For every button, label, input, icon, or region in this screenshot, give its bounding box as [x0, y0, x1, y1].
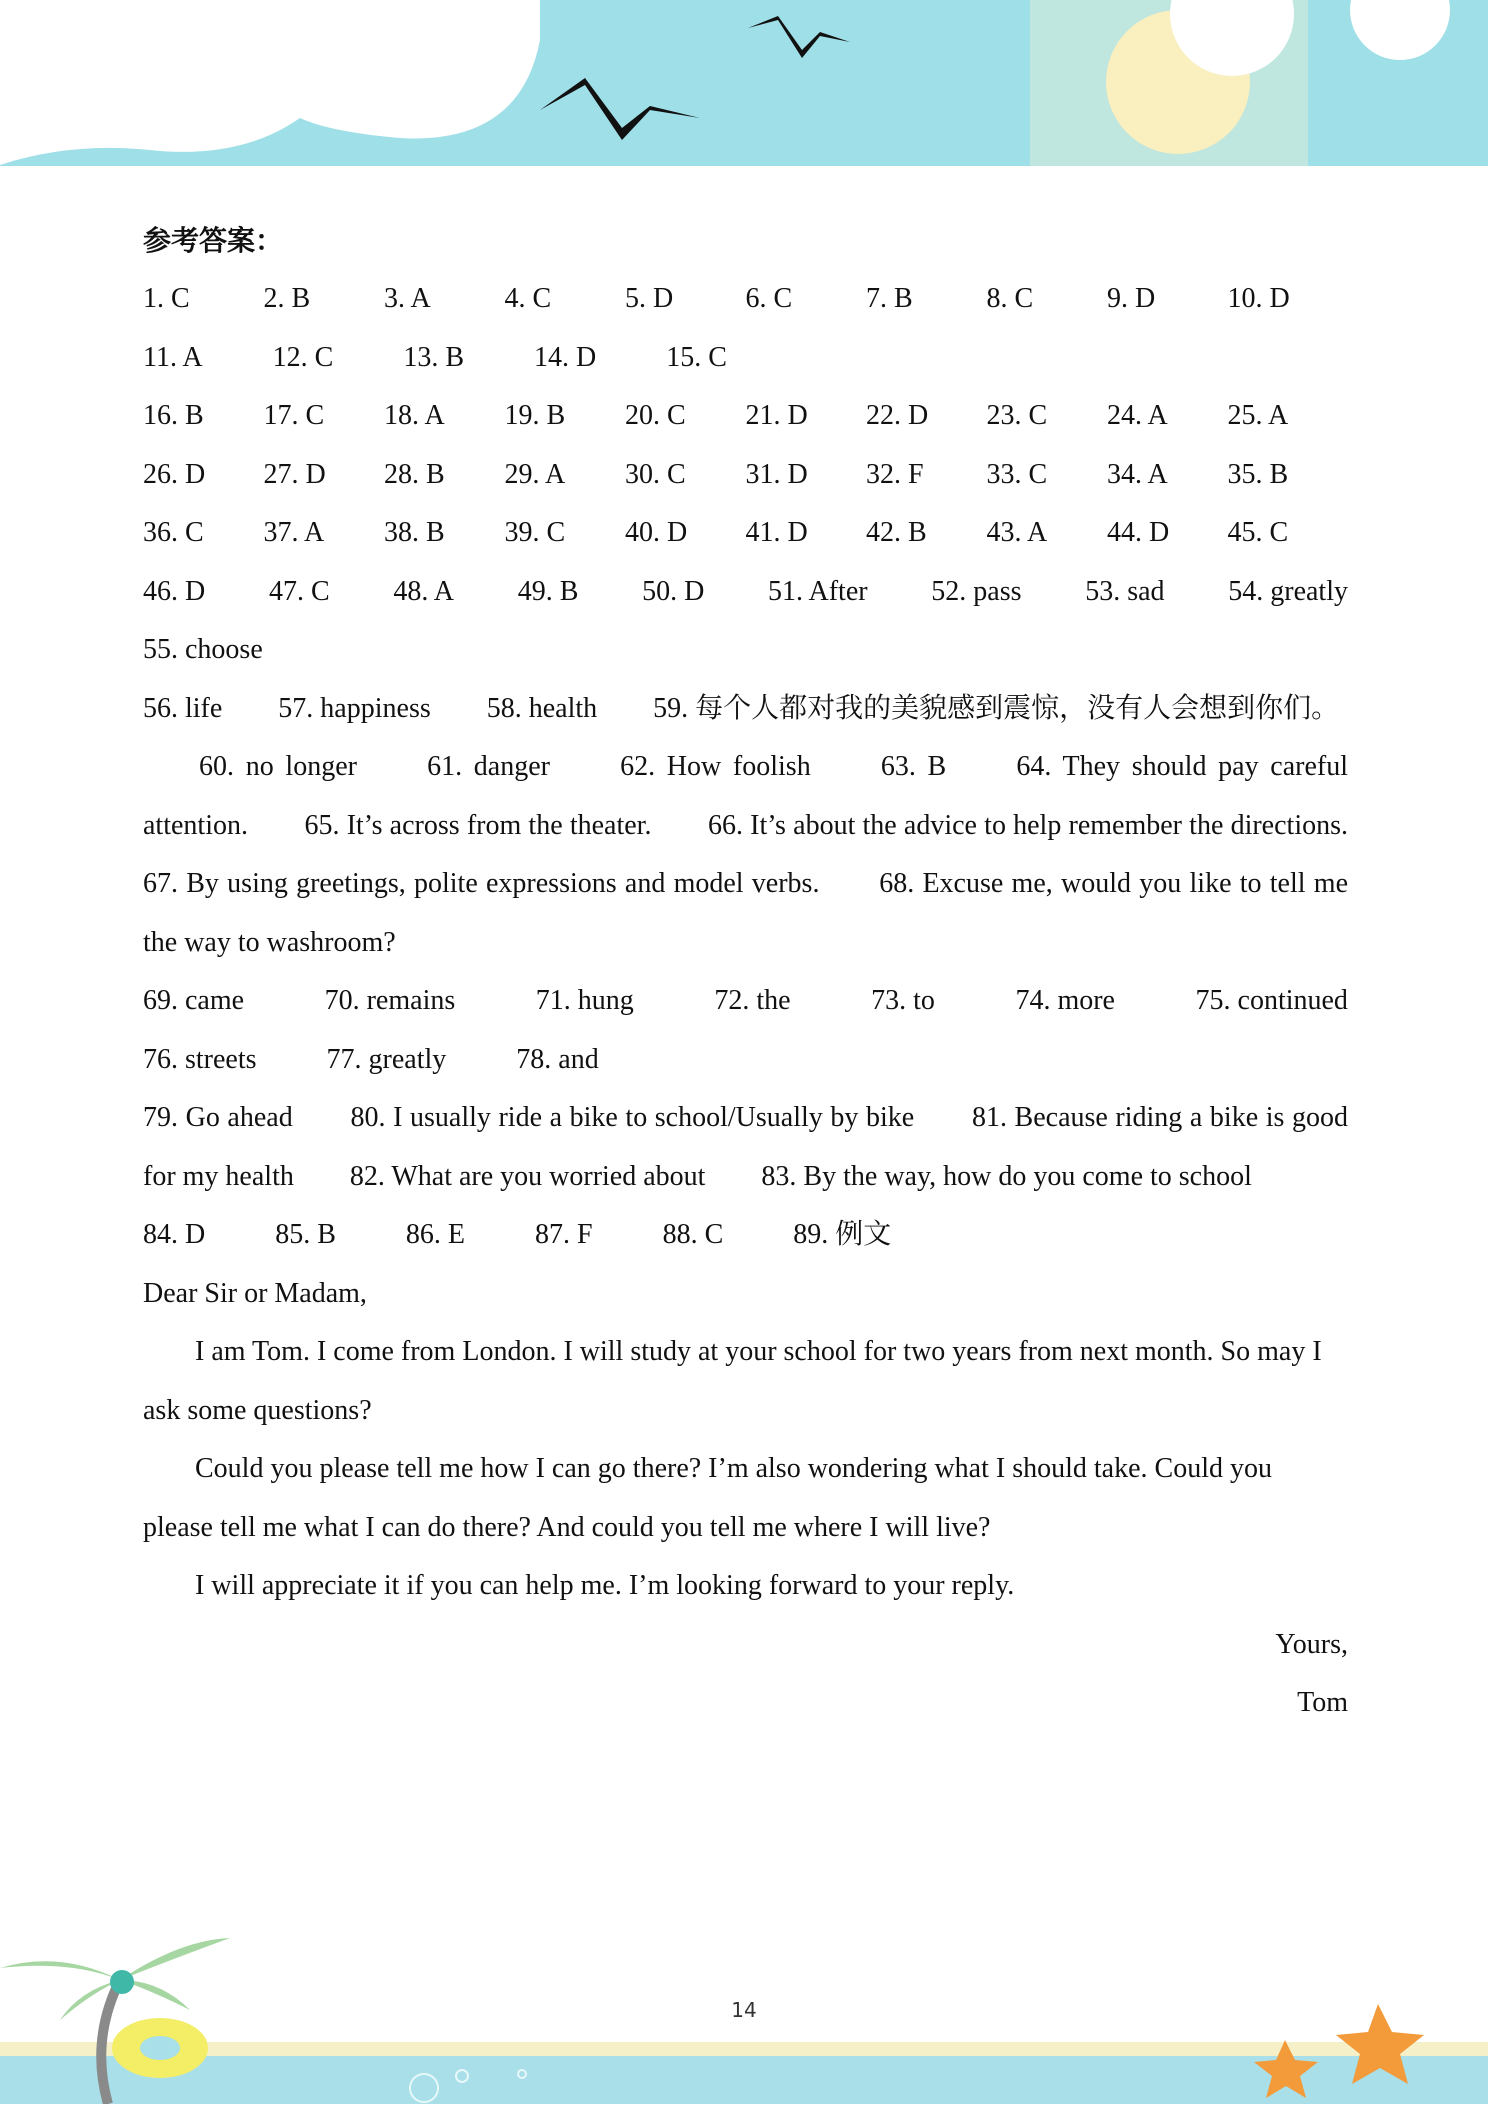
answer-item: 29. A — [504, 458, 566, 490]
answer-item: 19. B — [504, 400, 566, 431]
answer-item: 72. the — [714, 985, 791, 1016]
answer-item: 88. C — [662, 1219, 724, 1250]
answer-item: 73. to — [871, 985, 935, 1016]
answer-key — [143, 212, 1405, 1733]
sample-letter — [143, 1265, 1348, 1733]
answer-item: 55. choose — [143, 634, 263, 665]
answer-item: 69. came — [143, 985, 245, 1016]
answer-item: 14. D — [534, 341, 597, 373]
answer-item: 5. D — [625, 283, 674, 314]
answer-item: 23. C — [986, 400, 1048, 431]
answer-item: 7. B — [866, 283, 913, 314]
answer-item: 28. B — [384, 458, 445, 490]
answer-item: 89. 例文 — [793, 1219, 892, 1250]
answer-item: 20. C — [625, 400, 686, 431]
footer-beach-illustration — [0, 1920, 1488, 2104]
answer-item: 4. C — [504, 283, 552, 314]
answer-item: 17. C — [263, 400, 325, 431]
answer-item: 51. After — [768, 575, 868, 607]
letter-greeting: Dear Sir or Madam, — [143, 1277, 367, 1309]
answer-item: 33. C — [986, 458, 1048, 490]
answer-item: 6. C — [745, 283, 793, 314]
answer-item: 48. A — [393, 575, 455, 607]
answer-row-1-10 — [143, 270, 1348, 329]
answer-row-55 — [143, 621, 1348, 680]
swim-ring-hole — [140, 2036, 180, 2060]
answer-item: 30. C — [625, 458, 686, 490]
answer-item: 49. B — [517, 575, 579, 607]
answer-item: 41. D — [745, 517, 808, 548]
letter-paragraph: I will appreciate it if you can help me. I’m looking forward to your reply. — [195, 1570, 1015, 1601]
answer-paragraph-79-83: 79. Go ahead 80. I usually ride a bike to school/Usually by bike 81. Because riding a bike is good for my health 82. What are you worried about 83. By the way, how do you come to school — [143, 1102, 1348, 1192]
answer-item: 1. C — [143, 283, 190, 314]
answer-item: 18. A — [384, 400, 445, 431]
answer-item: 47. C — [268, 575, 330, 607]
answer-item: 8. C — [986, 283, 1034, 314]
answer-item: 71. hung — [535, 985, 634, 1016]
answer-item: 25. A — [1227, 400, 1289, 431]
answer-item: 70. remains — [324, 985, 456, 1016]
answer-item: 11. A — [143, 341, 203, 373]
answer-item: 15. C — [666, 341, 727, 373]
letter-closing: Yours, — [1275, 1628, 1348, 1660]
answer-item: 22. D — [866, 400, 929, 431]
answer-item: 87. F — [535, 1219, 593, 1250]
answer-paragraph-60-68: 60. no longer 61. danger 62. How foolish 63. B 64. They should pay careful attention. 65. It’s across from the theater. 66. It’s about the advice to help remember the directions. 67. By using greetings, polite expressions and model verbs. 68. Excuse me, would you like to tell me the way to washroom? — [143, 751, 1405, 958]
letter-signature: Tom — [1297, 1687, 1348, 1718]
answer-item: 27. D — [263, 458, 326, 490]
letter-paragraph: Could you please tell me how I can go there? I’m also wondering what I should take. Could you please tell me what I can do there? And could you tell me where I will live? — [143, 1453, 1272, 1543]
answer-item: 26. D — [143, 458, 206, 490]
answer-item: 86. E — [405, 1219, 466, 1250]
answer-row-76-78 — [143, 1031, 1348, 1090]
answer-item: 77. greatly — [326, 1043, 447, 1075]
answer-row-69-75 — [143, 972, 1348, 1031]
answer-item: 34. A — [1107, 458, 1168, 490]
answer-row-84-89 — [143, 1206, 1348, 1265]
answer-item: 45. C — [1227, 517, 1289, 548]
answer-item: 38. B — [384, 517, 445, 548]
answer-item: 3. A — [384, 283, 431, 314]
palm-leaf-icon — [120, 1938, 230, 1980]
answer-item: 50. D — [642, 575, 705, 607]
answer-item: 21. D — [745, 400, 808, 431]
answer-paragraph-56-59: 56. life 57. happiness 58. health 59. 每个人都对我的美貌感到震惊，没有人会想到你们。 — [143, 692, 1340, 724]
answer-row-11-15 — [143, 329, 1348, 388]
answer-item: 40. D — [625, 517, 688, 548]
answer-item: 32. F — [866, 458, 924, 490]
answer-item: 13. B — [403, 341, 465, 373]
answer-row-26-35 — [143, 446, 1348, 505]
answer-item: 84. D — [143, 1219, 206, 1250]
answer-item: 9. D — [1107, 283, 1156, 314]
answer-item: 31. D — [745, 458, 808, 490]
answer-row-46-54 — [143, 563, 1348, 622]
answer-row-16-25 — [143, 387, 1348, 446]
answer-item: 46. D — [143, 575, 206, 607]
answer-item: 74. more — [1015, 985, 1115, 1016]
answer-item: 52. pass — [931, 575, 1022, 607]
answer-item: 85. B — [275, 1219, 336, 1250]
answer-item: 24. A — [1107, 400, 1168, 431]
answer-item: 10. D — [1227, 283, 1290, 314]
answer-item: 2. B — [263, 283, 311, 314]
answer-item: 12. C — [272, 341, 334, 373]
answer-item: 43. A — [986, 517, 1048, 548]
sand-strip — [0, 2042, 1488, 2056]
answer-item: 53. sad — [1085, 575, 1165, 607]
answer-row-36-45 — [143, 504, 1348, 563]
answer-item: 36. C — [143, 517, 204, 548]
answer-item: 39. C — [504, 517, 566, 548]
palm-leaf-icon — [0, 1961, 120, 1980]
answer-item: 44. D — [1107, 517, 1170, 548]
answer-item: 16. B — [143, 400, 204, 431]
answer-item: 37. A — [263, 517, 325, 548]
answer-item: 42. B — [866, 517, 927, 548]
answer-key-heading: 参考答案： — [143, 224, 284, 257]
answer-item: 76. streets — [143, 1043, 257, 1075]
answer-item: 75. continued — [1195, 985, 1348, 1016]
letter-paragraph: I am Tom. I come from London. I will study at your school for two years from next month. So may I ask some questions? — [143, 1336, 1322, 1426]
answer-item: 54. greatly — [1228, 575, 1348, 607]
page-number: 14 — [731, 1998, 757, 2022]
coconut-icon — [110, 1970, 134, 1994]
answer-item: 35. B — [1227, 458, 1289, 490]
answer-item: 78. and — [516, 1043, 599, 1075]
header-sky-illustration — [0, 0, 1488, 170]
